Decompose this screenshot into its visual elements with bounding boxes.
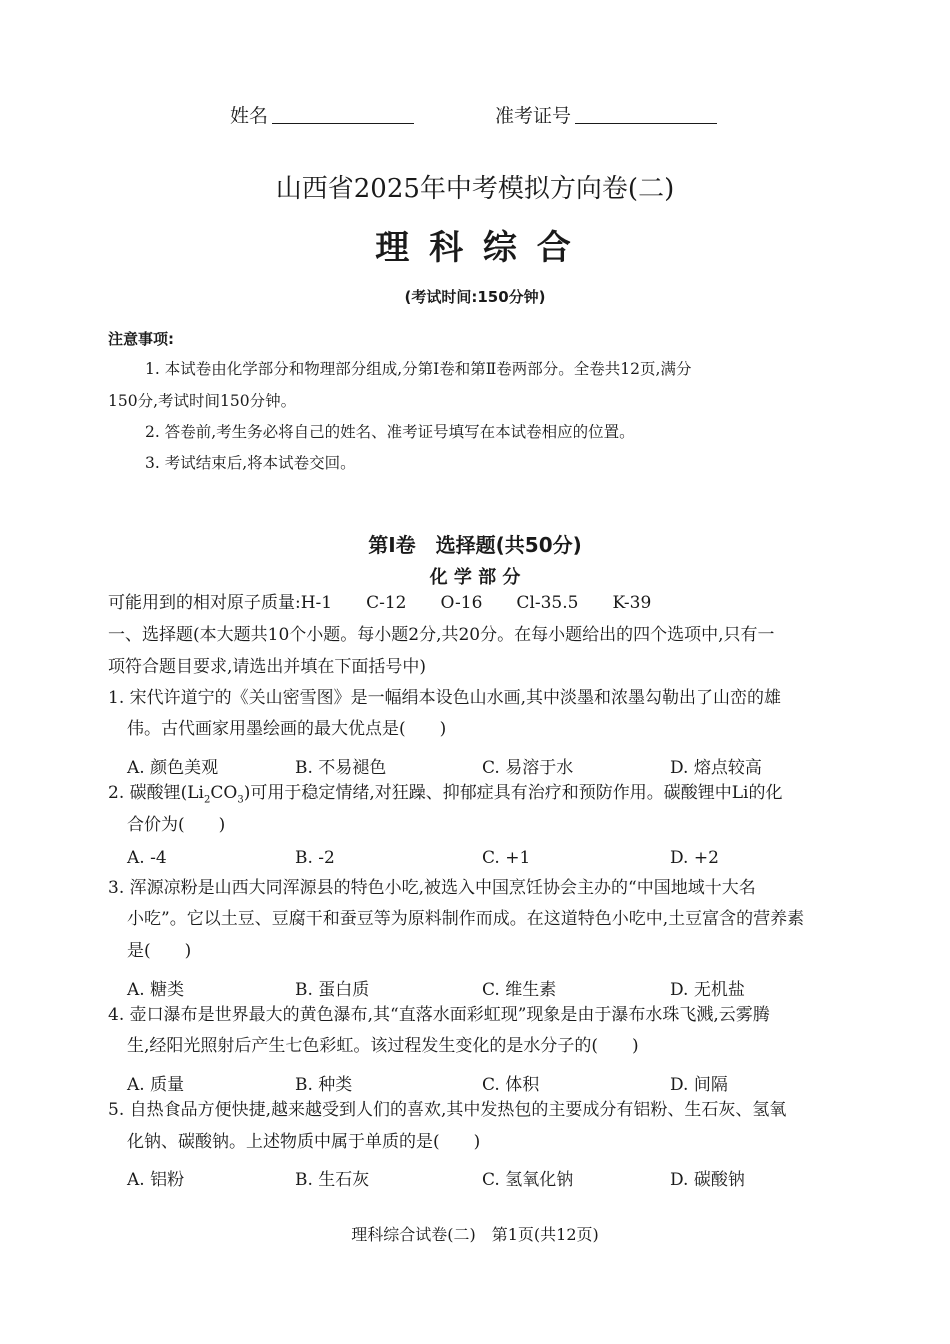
id-field-row: [495, 107, 717, 126]
q3-option-d: D. 无机盐: [670, 980, 745, 1000]
question-type-line-2: 项符合题目要求,请选出并填在下面括号中): [108, 657, 427, 677]
q5-line-2: 化钠、碳酸钠。上述物质中属于单质的是( ): [127, 1132, 481, 1152]
q3-option-c: C. 维生素: [482, 980, 557, 1000]
q5-option-b: B. 生石灰: [295, 1170, 370, 1190]
q2-sub-2: 3: [237, 794, 244, 806]
q2-option-d: D. +2: [670, 848, 719, 868]
question-type-line-1: 一、选择题(本大题共10个小题。每小题2分,共20分。在每小题给出的四个选项中,只有一: [108, 625, 775, 645]
q1-line-1: 1. 宋代许道宁的《关山密雪图》是一幅绢本设色山水画,其中淡墨和浓墨勾勒出了山峦的雄: [108, 688, 782, 708]
name-blank: [272, 107, 414, 124]
q2-option-b: B. -2: [295, 848, 335, 868]
q2-option-a: A. -4: [127, 848, 167, 868]
q1-option-c: C. 易溶于水: [482, 758, 574, 778]
q2-option-c: C. +1: [482, 848, 531, 868]
name-field-row: [230, 107, 414, 126]
q1-option-b: B. 不易褪色: [295, 758, 387, 778]
q2-line-2: 合价为( ): [127, 815, 226, 835]
q5-option-a: A. 铝粉: [127, 1170, 185, 1190]
q2-text-pre: 2. 碳酸锂(Li: [108, 783, 204, 803]
section-heading: 第Ⅰ卷 选择题(共50分): [368, 533, 582, 557]
q5-option-d: D. 碳酸钠: [670, 1170, 745, 1190]
q2-text-mid: CO: [210, 783, 238, 803]
q4-option-a: A. 质量: [127, 1075, 185, 1095]
q3-option-a: A. 糖类: [127, 980, 185, 1000]
q2-line-1: [108, 785, 782, 805]
q4-option-d: D. 间隔: [670, 1075, 728, 1095]
id-blank: [575, 107, 717, 124]
q2-text-post: )可用于稳定情绪,对狂躁、抑郁症具有治疗和预防作用。碳酸锂中Li的化: [243, 783, 783, 803]
exam-name: 山西省2025年中考模拟方向卷(二): [275, 174, 675, 204]
q3-option-b: B. 蛋白质: [295, 980, 370, 1000]
name-label: 姓名: [230, 105, 269, 127]
id-label: 准考证号: [495, 105, 572, 127]
subject-title: 理 科 综 合: [375, 228, 575, 268]
q3-line-1: 3. 浑源凉粉是山西大同浑源县的特色小吃,被选入中国烹饪协会主办的“中国地域十大名: [108, 878, 756, 898]
time-note: (考试时间:150分钟): [404, 288, 546, 306]
q3-line-3: 是( ): [127, 941, 192, 961]
q1-line-2: 伟。古代画家用墨绘画的最大优点是( ): [127, 719, 447, 739]
q1-option-d: D. 熔点较高: [670, 758, 762, 778]
notice-item-1-line-2: 150分,考试时间150分钟。: [108, 392, 297, 410]
notice-item-3: 3. 考试结束后,将本试卷交回。: [145, 454, 356, 472]
q1-option-a: A. 颜色美观: [127, 758, 219, 778]
q4-option-b: B. 种类: [295, 1075, 353, 1095]
chemistry-part-heading: 化 学 部 分: [429, 567, 521, 588]
q4-option-c: C. 体积: [482, 1075, 540, 1095]
q2-sub-1: 2: [203, 794, 211, 806]
q5-option-c: C. 氢氧化钠: [482, 1170, 574, 1190]
notice-item-2: 2. 答卷前,考生务必将自己的姓名、准考证号填写在本试卷相应的位置。: [145, 423, 635, 441]
notice-heading: 注意事项:: [108, 330, 174, 348]
q4-line-1: 4. 壶口瀑布是世界最大的黄色瀑布,其“直落水面彩虹现”现象是由于瀑布水珠飞溅,云雾腾: [108, 1005, 770, 1025]
q3-line-2: 小吃”。它以土豆、豆腐干和蚕豆等为原料制作而成。在这道特色小吃中,土豆富含的营养素: [127, 909, 805, 929]
atomic-masses: 可能用到的相对原子质量:H-1 C-12 O-16 Cl-35.5 K-39: [108, 593, 652, 613]
q4-line-2: 生,经阳光照射后产生七色彩虹。该过程发生变化的是水分子的( ): [127, 1036, 639, 1056]
q5-line-1: 5. 自热食品方便快捷,越来越受到人们的喜欢,其中发热包的主要成分有铝粉、生石灰、氢氧: [108, 1100, 787, 1120]
page-footer: 理科综合试卷(二) 第1页(共12页): [351, 1225, 599, 1244]
notice-item-1-line-1: 1. 本试卷由化学部分和物理部分组成,分第Ⅰ卷和第Ⅱ卷两部分。全卷共12页,满分: [145, 360, 692, 378]
